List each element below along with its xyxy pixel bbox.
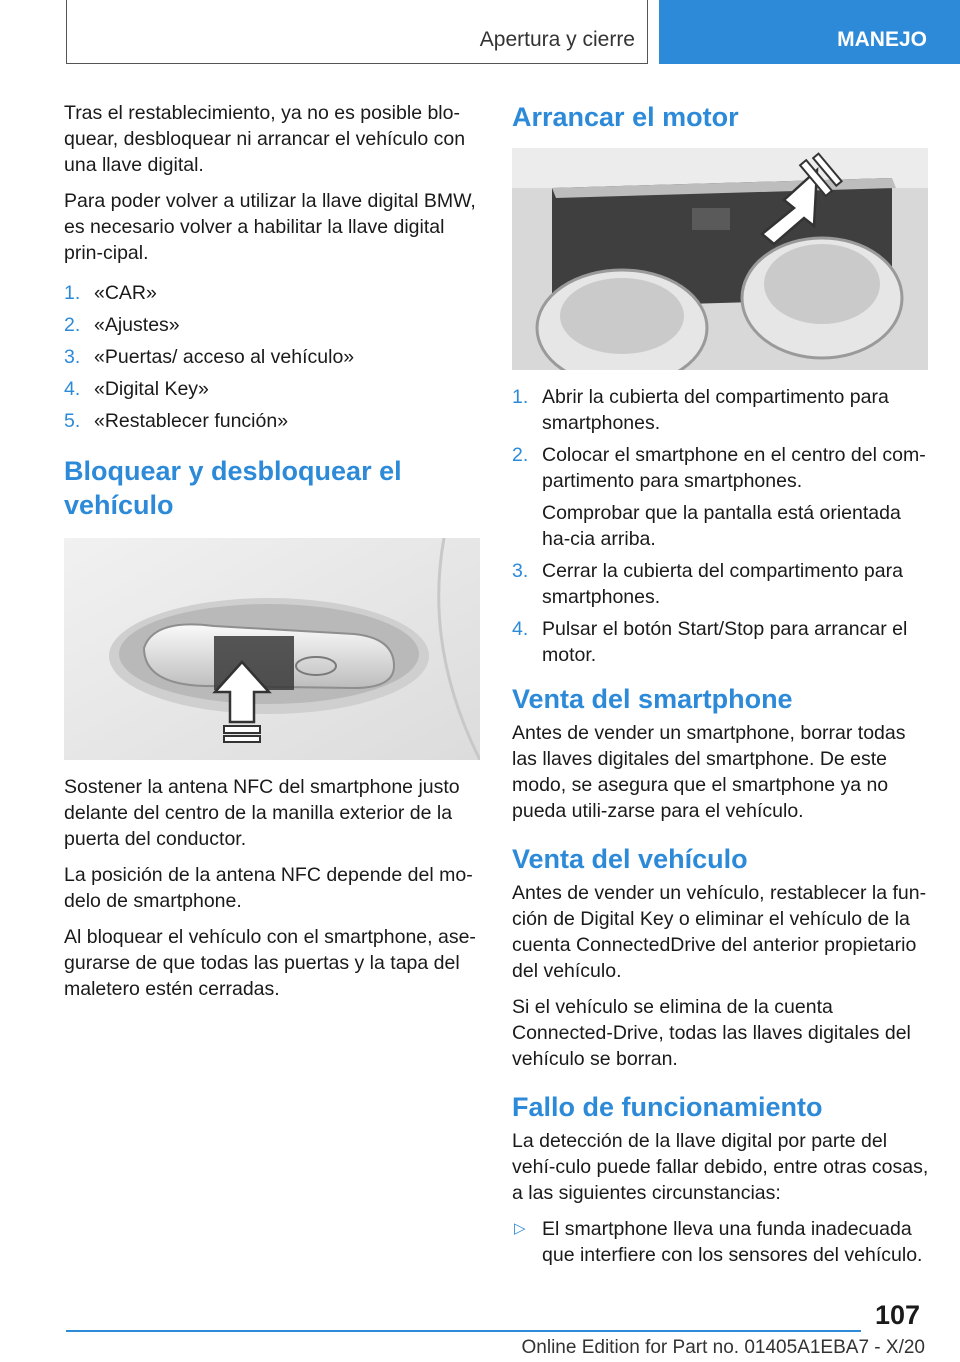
step-number: 1. [64,282,81,304]
start-engine-steps-list [512,384,930,668]
step-number: 4. [512,618,529,640]
sell-vehicle-paragraph-1: Antes de vender un vehículo, restablecer la fun‐ción de Digital Key o eliminar el vehículo de la cuenta ConnectedDrive del anterior propietario del vehículo. [512,882,927,982]
failure-paragraph: La detección de la llave digital por parte del vehí‐culo puede fallar debido, entre otras cosas, a las siguientes circunstancias: [512,1130,929,1204]
step-text: «Ajustes» [94,314,180,336]
step-number: 4. [64,378,81,400]
lock-paragraph-2: La posición de la antena NFC depende del mo‐delo de smartphone. [64,864,473,912]
door-handle-illustration [64,538,482,760]
right-column [512,100,930,1268]
start-engine-heading: Arrancar el motor [512,102,739,132]
sell-vehicle-paragraph-2: Si el vehículo se elimina de la cuenta Connected‐Drive, todas las llaves digitales del vehículo se borran. [512,996,911,1070]
footer-rule [66,1330,861,1332]
reset-steps-list [64,280,482,434]
step-number: 1. [512,386,529,408]
list-item [512,384,930,436]
sell-phone-heading: Venta del smartphone [512,684,793,714]
door-handle-image [64,538,480,760]
step-number: 2. [512,444,529,466]
header-section-title: Apertura y cierre [479,28,635,51]
footer-edition: Online Edition for Part no. 01405A1EBA7 - X/20 [521,1337,925,1358]
list-item [512,558,930,610]
step-text: Pulsar el botón Start/Stop para arrancar el motor. [542,618,908,666]
triangle-bullet-icon: ▷ [514,1220,526,1237]
step-text: «Restablecer función» [94,410,289,432]
failure-bullets-list [512,1216,930,1268]
phone-compartment-illustration [512,148,930,370]
bullet-text: El smartphone lleva una funda inadecuada que interfiere con los sensores del vehículo. [542,1218,923,1266]
lock-paragraph-3: Al bloquear el vehículo con el smartphone, ase‐gurarse de que todas las puertas y la tapa del maletero estén cerradas. [64,926,476,1000]
sell-vehicle-heading: Venta del vehículo [512,844,748,874]
failure-heading: Fallo de funcionamiento [512,1092,823,1122]
page-number: 107 [875,1300,921,1330]
step-text: «Digital Key» [94,378,209,400]
phone-compartment-image [512,148,928,370]
header-section-box [66,0,648,64]
header-chapter-tab: MANEJO [659,0,960,64]
list-item [64,312,482,338]
left-column [64,100,482,1012]
step-number: 3. [512,560,529,582]
step-note: Comprobar que la pantalla está orientada ha‐cia arriba. [542,502,901,550]
list-item [64,344,482,370]
list-item [512,616,930,668]
list-item [512,442,930,552]
step-text: «CAR» [94,282,157,304]
step-text: Cerrar la cubierta del compartimento para smartphones. [542,560,903,608]
sell-phone-paragraph: Antes de vender un smartphone, borrar todas las llaves digitales del smartphone. De este modo, se asegura que el smartphone ya no pueda utili‐zarse para el vehículo. [512,722,906,822]
step-number: 3. [64,346,81,368]
intro-paragraph-2: Para poder volver a utilizar la llave digital BMW, es necesario volver a habilitar la llave digital prin‐cipal. [64,190,476,264]
step-number: 2. [64,314,81,336]
list-item [64,408,482,434]
intro-paragraph-1: Tras el restablecimiento, ya no es posible blo‐quear, desbloquear ni arrancar el vehículo con una llave digital. [64,102,466,176]
list-item [64,376,482,402]
step-text: «Puertas/ acceso al vehículo» [94,346,355,368]
step-number: 5. [64,410,81,432]
lock-unlock-heading: Bloquear y desbloquear el vehículo [64,456,402,520]
list-item [64,280,482,306]
lock-paragraph-1: Sostener la antena NFC del smartphone justo delante del centro de la manilla exterior de la puerta del conductor. [64,776,460,850]
step-text: Abrir la cubierta del compartimento para smartphones. [542,386,889,434]
step-text: Colocar el smartphone en el centro del com‐partimento para smartphones. [542,444,926,492]
list-item [512,1216,930,1268]
